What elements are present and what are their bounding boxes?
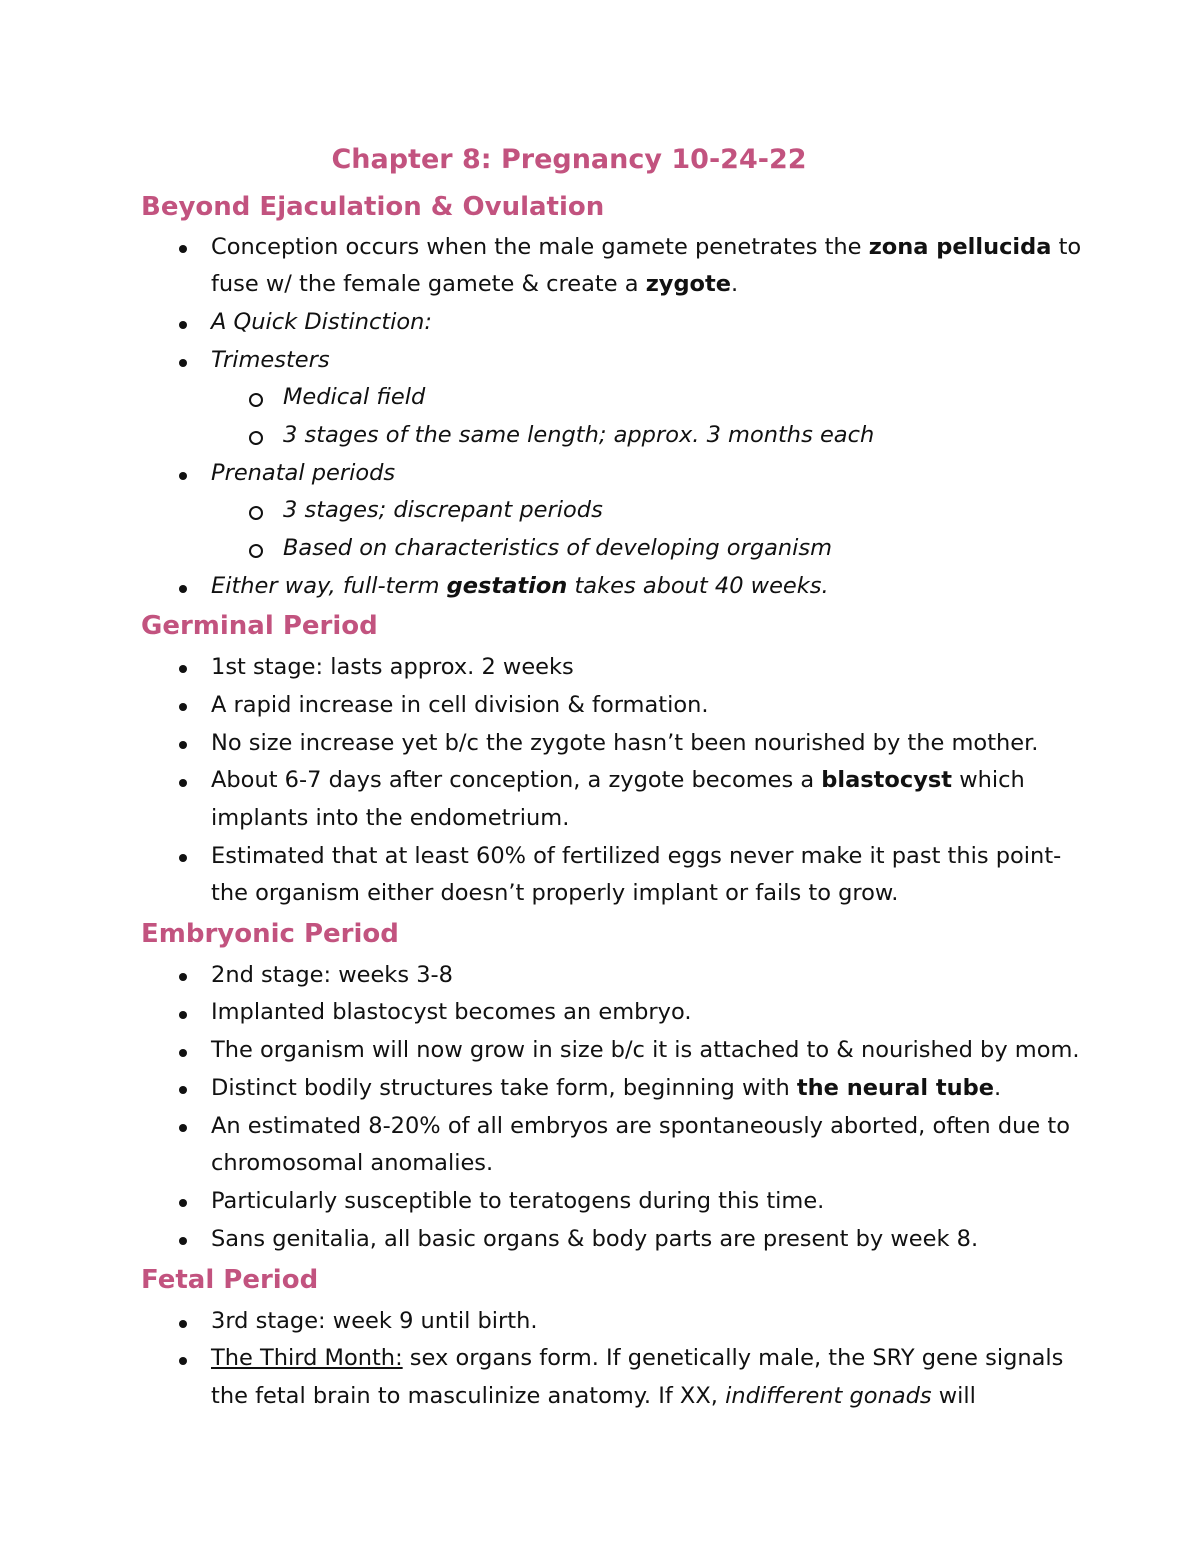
list-item: An estimated 8-20% of all embryos are spontaneously aborted, often due to bbox=[211, 1113, 1070, 1139]
list-item-continued: implants into the endometrium. bbox=[211, 805, 570, 831]
hollow-bullet-icon bbox=[249, 393, 263, 407]
list-item: Implanted blastocyst becomes an embryo. bbox=[211, 999, 692, 1025]
bullet-icon bbox=[179, 359, 187, 367]
bullet-icon bbox=[179, 472, 187, 480]
list-item: The organism will now grow in size b/c it is attached to & nourished by mom. bbox=[211, 1037, 1080, 1063]
list-item: Prenatal periods bbox=[211, 460, 396, 486]
sub-list-item: Based on characteristics of developing organism bbox=[283, 535, 833, 561]
list-item-continued: the organism either doesn’t properly implant or fails to grow. bbox=[211, 880, 899, 906]
bullet-icon bbox=[179, 585, 187, 593]
section-heading-beyond-ejaculation: Beyond Ejaculation & Ovulation bbox=[141, 192, 605, 222]
bullet-icon bbox=[179, 854, 187, 862]
sub-list-item: Medical field bbox=[283, 384, 426, 410]
sub-list-item: 3 stages; discrepant periods bbox=[283, 497, 603, 523]
section-heading-germinal-period: Germinal Period bbox=[141, 611, 378, 641]
bullet-icon bbox=[179, 741, 187, 749]
page-title: Chapter 8: Pregnancy 10-24-22 bbox=[331, 144, 807, 175]
section-heading-fetal-period: Fetal Period bbox=[141, 1265, 319, 1295]
bullet-icon bbox=[179, 1049, 187, 1057]
list-item: Conception occurs when the male gamete penetrates the zona pellucida to bbox=[211, 234, 1082, 260]
list-item-continued: the fetal brain to masculinize anatomy. If XX, indifferent gonads will bbox=[211, 1383, 976, 1409]
list-item: Sans genitalia, all basic organs & body parts are present by week 8. bbox=[211, 1226, 979, 1252]
bullet-icon bbox=[179, 779, 187, 787]
bullet-icon bbox=[179, 1124, 187, 1132]
bullet-icon bbox=[179, 1320, 187, 1328]
list-item: No size increase yet b/c the zygote hasn’t been nourished by the mother. bbox=[211, 730, 1039, 756]
list-item: The Third Month: sex organs form. If genetically male, the SRY gene signals bbox=[211, 1345, 1064, 1371]
bullet-icon bbox=[179, 1011, 187, 1019]
list-item: A Quick Distinction: bbox=[211, 309, 433, 335]
bullet-icon bbox=[179, 1199, 187, 1207]
sub-list-item: 3 stages of the same length; approx. 3 months each bbox=[283, 422, 875, 448]
bullet-icon bbox=[179, 1237, 187, 1245]
hollow-bullet-icon bbox=[249, 506, 263, 520]
list-item: Estimated that at least 60% of fertilized eggs never make it past this point- bbox=[211, 843, 1062, 869]
hollow-bullet-icon bbox=[249, 544, 263, 558]
bullet-icon bbox=[179, 703, 187, 711]
bullet-icon bbox=[179, 665, 187, 673]
list-item: Particularly susceptible to teratogens during this time. bbox=[211, 1188, 825, 1214]
list-item: A rapid increase in cell division & formation. bbox=[211, 692, 709, 718]
list-item-continued: chromosomal anomalies. bbox=[211, 1150, 494, 1176]
bullet-icon bbox=[179, 245, 187, 253]
list-item: 1st stage: lasts approx. 2 weeks bbox=[211, 654, 574, 680]
bullet-icon bbox=[179, 321, 187, 329]
list-item: Trimesters bbox=[211, 347, 330, 373]
list-item: Either way, full-term gestation takes about 40 weeks. bbox=[211, 573, 829, 599]
bullet-icon bbox=[179, 1357, 187, 1365]
list-item: Distinct bodily structures take form, beginning with the neural tube. bbox=[211, 1075, 1002, 1101]
section-heading-embryonic-period: Embryonic Period bbox=[141, 919, 399, 949]
list-item: About 6-7 days after conception, a zygote becomes a blastocyst which bbox=[211, 767, 1025, 793]
bullet-icon bbox=[179, 1086, 187, 1094]
list-item-continued: fuse w/ the female gamete & create a zygote. bbox=[211, 271, 739, 297]
bullet-icon bbox=[179, 973, 187, 981]
hollow-bullet-icon bbox=[249, 431, 263, 445]
list-item: 3rd stage: week 9 until birth. bbox=[211, 1308, 538, 1334]
list-item: 2nd stage: weeks 3-8 bbox=[211, 962, 453, 988]
